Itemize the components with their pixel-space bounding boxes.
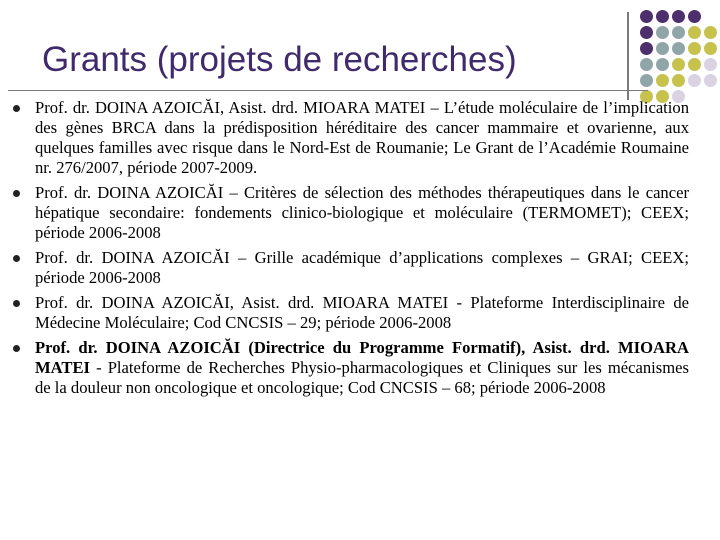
- decorative-dot: [640, 74, 653, 87]
- list-item-bold-text: Prof. dr. DOINA AZOICĂI (Directrice du Programme Formatif), Asist. drd. MIOARA MATEI: [35, 338, 689, 377]
- decorative-dot: [688, 26, 701, 39]
- bullet-icon: [13, 190, 20, 197]
- list-item-text: Prof. dr. DOINA AZOICĂI, Asist. drd. MIOARA MATEI - Plateforme Interdisciplinaire de Médecine Moléculaire; Cod CNCSIS – 29; période 2006-2008: [35, 293, 689, 332]
- list-item: [13, 183, 689, 243]
- list-item-text: Prof. dr. DOINA AZOICĂI – Grille académique d’applications complexes – GRAI; CEEX; période 2006-2008: [35, 248, 689, 287]
- list-item: [13, 98, 689, 178]
- decorative-dot: [672, 26, 685, 39]
- decorative-dot: [672, 74, 685, 87]
- decorative-dot: [672, 10, 685, 23]
- grant-list: [13, 98, 689, 403]
- bullet-icon: [13, 345, 20, 352]
- decorative-dot: [688, 10, 701, 23]
- decorative-dot: [672, 58, 685, 71]
- list-item-text: - Plateforme de Recherches Physio-pharmacologiques et Cliniques sur les mécanismes de la douleur non oncologique et oncologique; Cod CNCSIS – 68; période 2006-2008: [35, 358, 689, 397]
- bullet-icon: [13, 255, 20, 262]
- bullet-icon: [13, 300, 20, 307]
- decorative-dot: [704, 74, 717, 87]
- decorative-dot: [688, 58, 701, 71]
- decorative-dot: [704, 42, 717, 55]
- decorative-dot: [640, 10, 653, 23]
- decorative-dot: [704, 58, 717, 71]
- decorative-dot: [640, 26, 653, 39]
- list-item: [13, 248, 689, 288]
- bullet-icon: [13, 105, 20, 112]
- decorative-dot: [656, 42, 669, 55]
- vertical-divider: [627, 12, 629, 100]
- decorative-dot: [704, 26, 717, 39]
- list-item: [13, 338, 689, 398]
- decorative-dot: [688, 42, 701, 55]
- slide-title: Grants (projets de recherches): [42, 40, 517, 79]
- decorative-dot: [640, 58, 653, 71]
- list-item-text: Prof. dr. DOINA AZOICĂI, Asist. drd. MIOARA MATEI – L’étude moléculaire de l’implication des gènes BRCA dans la prédisposition héréditaire des cancer mammaire et ovarienne, aux quelques familles avec risque dans le Nord-Est de Roumanie; Le Grant de l’Académie Roumaine nr. 276/2007, période 2007-2009.: [35, 98, 689, 177]
- decorative-dot: [656, 26, 669, 39]
- list-item: [13, 293, 689, 333]
- decorative-dot: [656, 10, 669, 23]
- decorative-dot: [688, 74, 701, 87]
- decorative-dot: [656, 74, 669, 87]
- list-item-text: Prof. dr. DOINA AZOICĂI – Critères de sélection des méthodes thérapeutiques dans le cancer hépatique secondaire: fondements clinico-biologique et moléculaire (TERMOMET); CEEX; période 2006-2008: [35, 183, 689, 242]
- decorative-dot: [672, 42, 685, 55]
- decorative-dot: [656, 58, 669, 71]
- horizontal-divider: [8, 90, 648, 91]
- decorative-dot: [640, 42, 653, 55]
